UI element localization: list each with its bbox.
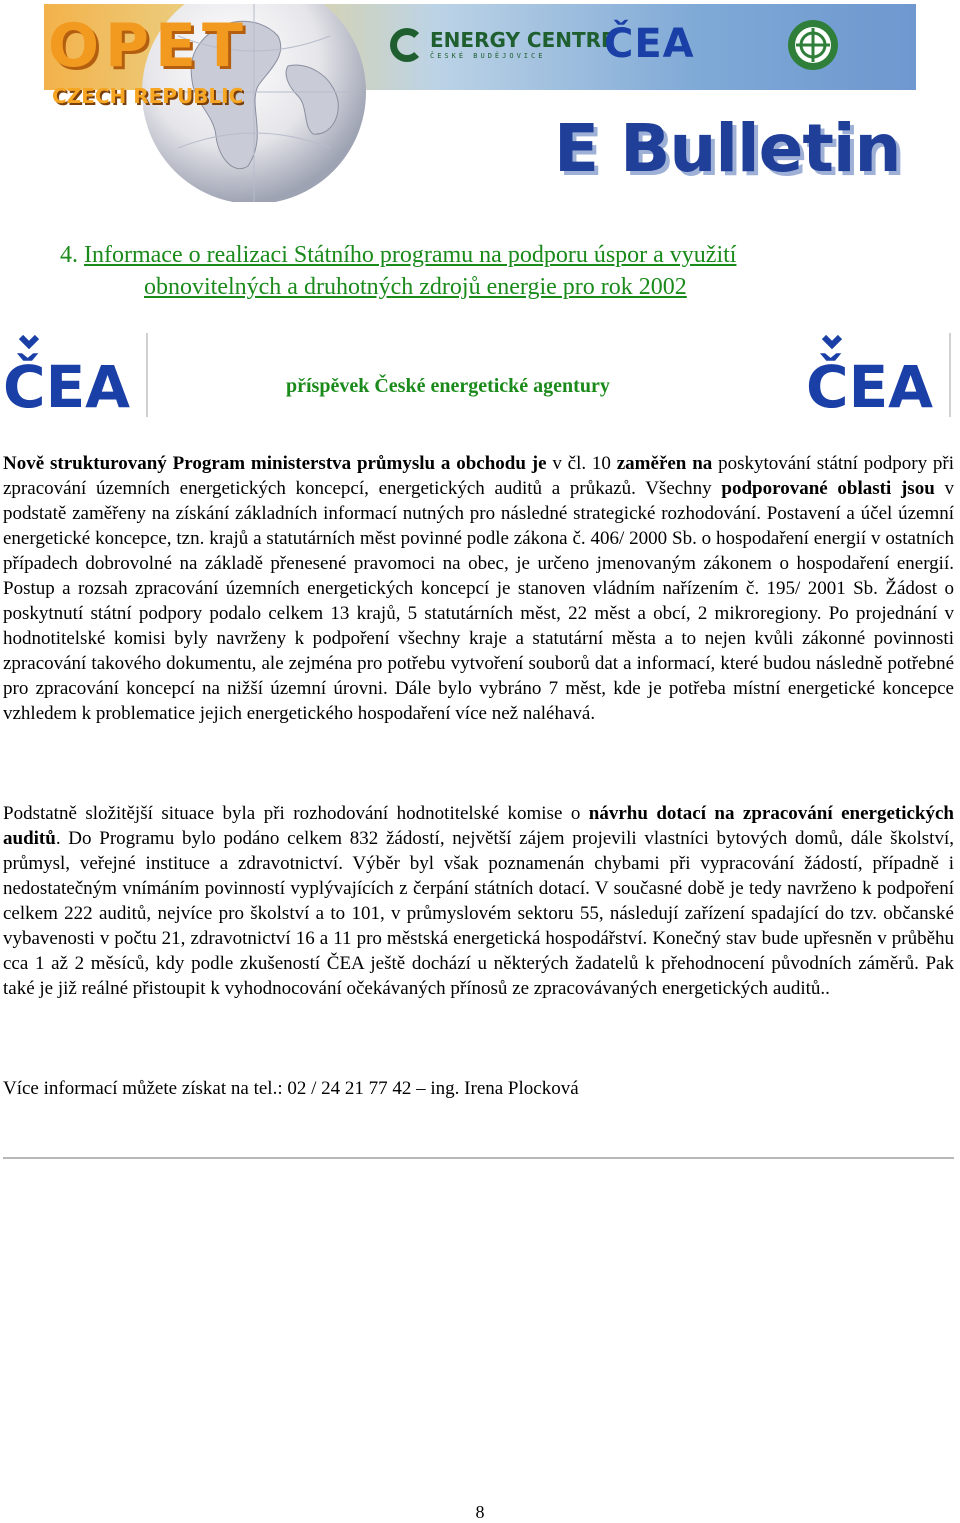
energy-centre-subtext: ČESKÉ BUDĚJOVICE xyxy=(430,52,546,60)
contribution-caption: příspěvek České energetické agentury xyxy=(286,375,610,397)
cea-logo-left xyxy=(3,333,151,417)
cea-banner-logo: ČEA xyxy=(604,21,695,67)
contact-info: Více informací můžete získat na tel.: 02 / 24 21 77 42 – ing. Irena Plocková xyxy=(3,1078,579,1099)
cea-logo-right xyxy=(806,333,954,417)
opet-logo-text: OPET xyxy=(48,11,249,81)
horizontal-divider xyxy=(3,1157,954,1159)
heading-line-1: Informace o realizaci Státního programu na podporu úspor a využití xyxy=(84,242,737,268)
p1-text-3: v podstatě zaměřeny na získání základních informací nutných pro následné strategické rozhodování. Postavení a účel územní energetické koncepce, tzn. krajů a statutárních měst povinné podle zákona č. 406/ 2000 Sb. o hospodaření energií v ostatních případech dobrovolné na základě přenesené pravomoci na obec, je určeno jmenovaným zákonem o hospodaření energií. Postup a rozsah zpracování územních energetických koncepcí je stanoven vládním nařízením č. 195/ 2001 Sb. Žádost o poskytnutí státní podpory podalo celkem 13 krajů, 5 statutárních měst, 22 měst a obcí, 2 mikroregiony. Po projednání v hodnotitelské komisi byly navrženy k podpoření všechny kraje a statutární města a to nejen kvůli zákonné povinnosti zpracování takového dokumentu, ale zejména pro potřebu vytvoření souborů dat a informací, které budou následně potřebné pro zpracování koncepcí na nižší územní úrovni. Dále bylo vybráno 7 měst, kde je potřeba místní energetické koncepce vzhledem k problematice jejich energetického hospodaření více než naléhavá. xyxy=(3,478,954,724)
p2-text-1: Podstatně složitější situace byla při rozhodování hodnotitelské komise o xyxy=(3,803,589,824)
heading-line-2: obnovitelných a druhotných zdrojů energie pro rok 2002 xyxy=(144,274,687,300)
section-number: 4. xyxy=(60,242,78,268)
energy-centre-text: ENERGY CENTRE xyxy=(430,28,615,52)
p1-text-1: v čl. 10 xyxy=(546,453,617,474)
cea-logo-right-text: ČEA xyxy=(806,353,934,417)
header-banner xyxy=(44,4,916,202)
section-heading xyxy=(60,239,920,303)
paragraph-2 xyxy=(3,801,954,1001)
p1-bold-2: zaměřen na xyxy=(616,453,713,474)
seal-icon xyxy=(786,18,840,72)
page-number: 8 xyxy=(475,1502,485,1522)
p2-bold-1: návrhu dotací na zpracování energetických auditů xyxy=(3,803,954,849)
p2-text-2: . Do Programu bylo podáno celkem 832 žádostí, největší zájem projevili vlastníci bytových domů, dále školství, průmysl, veřejné instituce a zdravotnictví. Výběr byl však poznamenán chybami při vypracování žádostí, případně i nedostatečným vnímáním povinností vyplývajících z čerpání státních dotací. V současné době je tedy navrženo k podpoření celkem 222 auditů, nejvíce pro školství a to 101, v průmyslovém sektoru 55, následují zařízení spadající do tzv. občanské vybavenosti v počtu 21, zdravotnictví 16 a 11 pro městská energetická hospodářství. Konečný stav bude upřesněn v průběhu cca 1 až 2 měsíců, kdy podle zkušeností ČEA ještě dochází u některých žadatelů k přehodnocení původních záměrů. Pak také je již reálné přistoupit k vyhodnocování očekávaných přínosů ze zpracovávaných energetických auditů.. xyxy=(3,828,954,999)
ebulletin-title: E Bulletin xyxy=(554,110,901,187)
energy-centre-logo xyxy=(390,22,615,68)
paragraph-1 xyxy=(3,451,954,726)
p1-bold-3: podporované oblasti jsou xyxy=(721,478,935,499)
energy-centre-c-icon xyxy=(390,28,424,62)
p1-bold-1: Nově strukturovaný Program ministerstva průmyslu a obchodu je xyxy=(3,453,547,474)
czech-republic-text: CZECH REPUBLIC xyxy=(52,84,244,108)
cea-logo-left-text: ČEA xyxy=(3,353,131,417)
p1-text-2: poskytování státní podpory při zpracování územních energetických koncepcí, energetických auditů a průkazů. Všechny xyxy=(3,453,955,499)
